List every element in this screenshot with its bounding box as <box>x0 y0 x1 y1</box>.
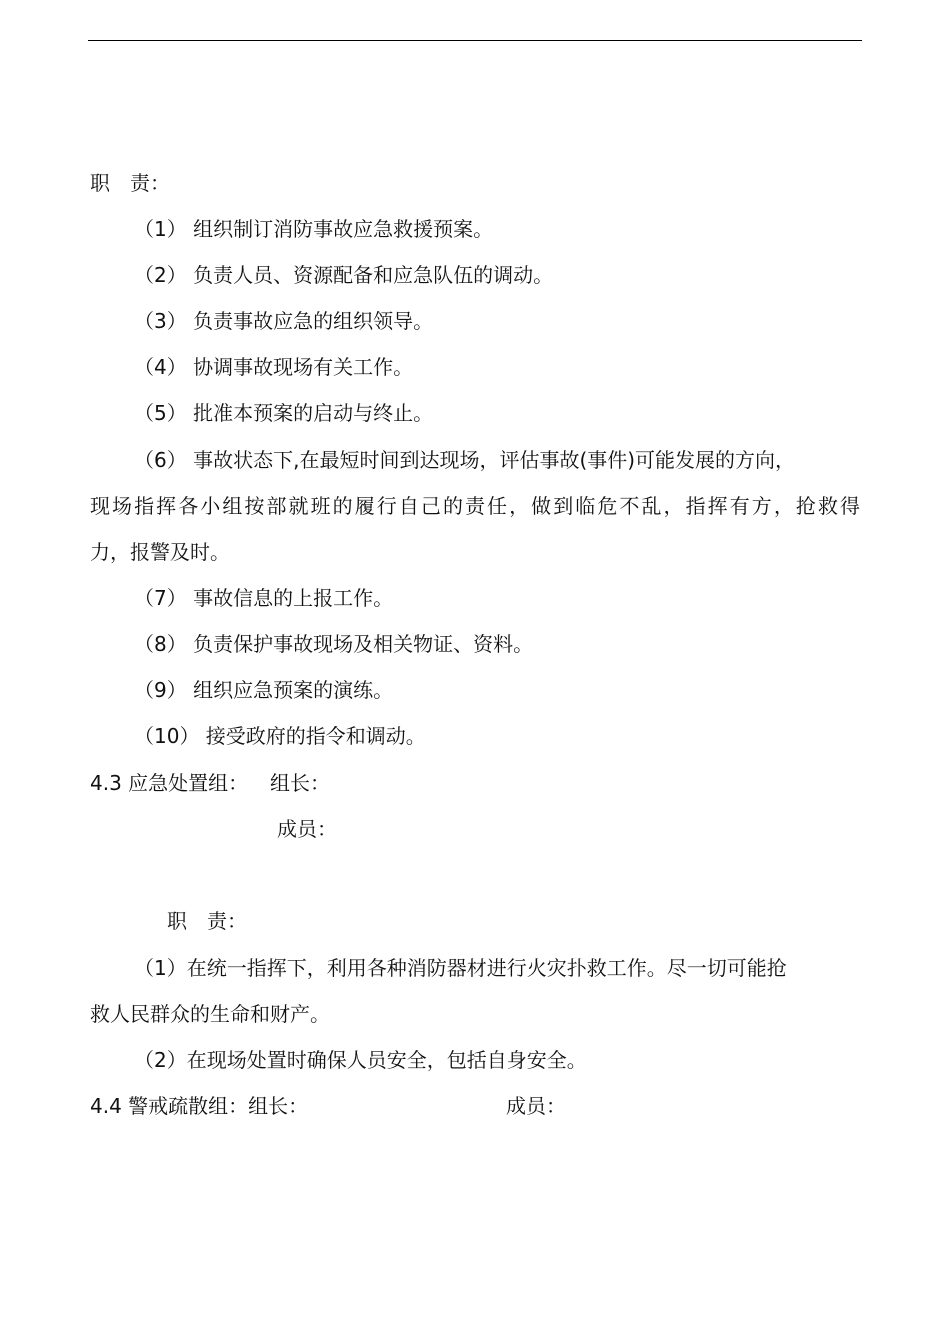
duty-item-7: （7） 事故信息的上报工作。 <box>134 586 394 610</box>
duty-item-3: （3） 负责事故应急的组织领导。 <box>134 309 434 333</box>
duty-item-1: （1） 组织制订消防事故应急救援预案。 <box>134 217 494 241</box>
members-label: 成员： <box>277 817 337 841</box>
duties-label: 职 责： <box>167 909 247 933</box>
duty-item-2: （2） 负责人员、资源配备和应急队伍的调动。 <box>134 263 554 287</box>
duty-item-6-line-1: （6） 事故状态下,在最短时间到达现场，评估事故(事件)可能发展的方向， <box>134 448 796 472</box>
duty-item-5: （5） 批准本预案的启动与终止。 <box>134 401 434 425</box>
members-label: 成员： <box>506 1094 566 1118</box>
duty-item-2: （2）在现场处置时确保人员安全，包括自身安全。 <box>134 1048 587 1072</box>
duties-label: 职 责： <box>90 171 170 195</box>
duty-item-6-line-3: 力，报警及时。 <box>90 540 230 564</box>
duty-item-4: （4） 协调事故现场有关工作。 <box>134 355 414 379</box>
duty-item-10: （10） 接受政府的指令和调动。 <box>134 724 426 748</box>
leader-label: 组长： <box>270 771 330 795</box>
section-4-3-heading: 4.3 应急处置组： <box>90 771 249 795</box>
duty-item-1-line-2: 救人民群众的生命和财产。 <box>90 1002 330 1026</box>
duty-item-9: （9） 组织应急预案的演练。 <box>134 678 394 702</box>
duty-item-1-line-1: （1）在统一指挥下，利用各种消防器材进行火灾扑救工作。尽一切可能抢 <box>134 956 787 980</box>
duty-item-8: （8） 负责保护事故现场及相关物证、资料。 <box>134 632 534 656</box>
duty-item-6-line-2: 现场指挥各小组按部就班的履行自己的责任，做到临危不乱，指挥有方，抢救得 <box>90 494 860 518</box>
header-rule <box>88 40 862 41</box>
section-4-4-heading: 4.4 警戒疏散组：组长： <box>90 1094 309 1118</box>
